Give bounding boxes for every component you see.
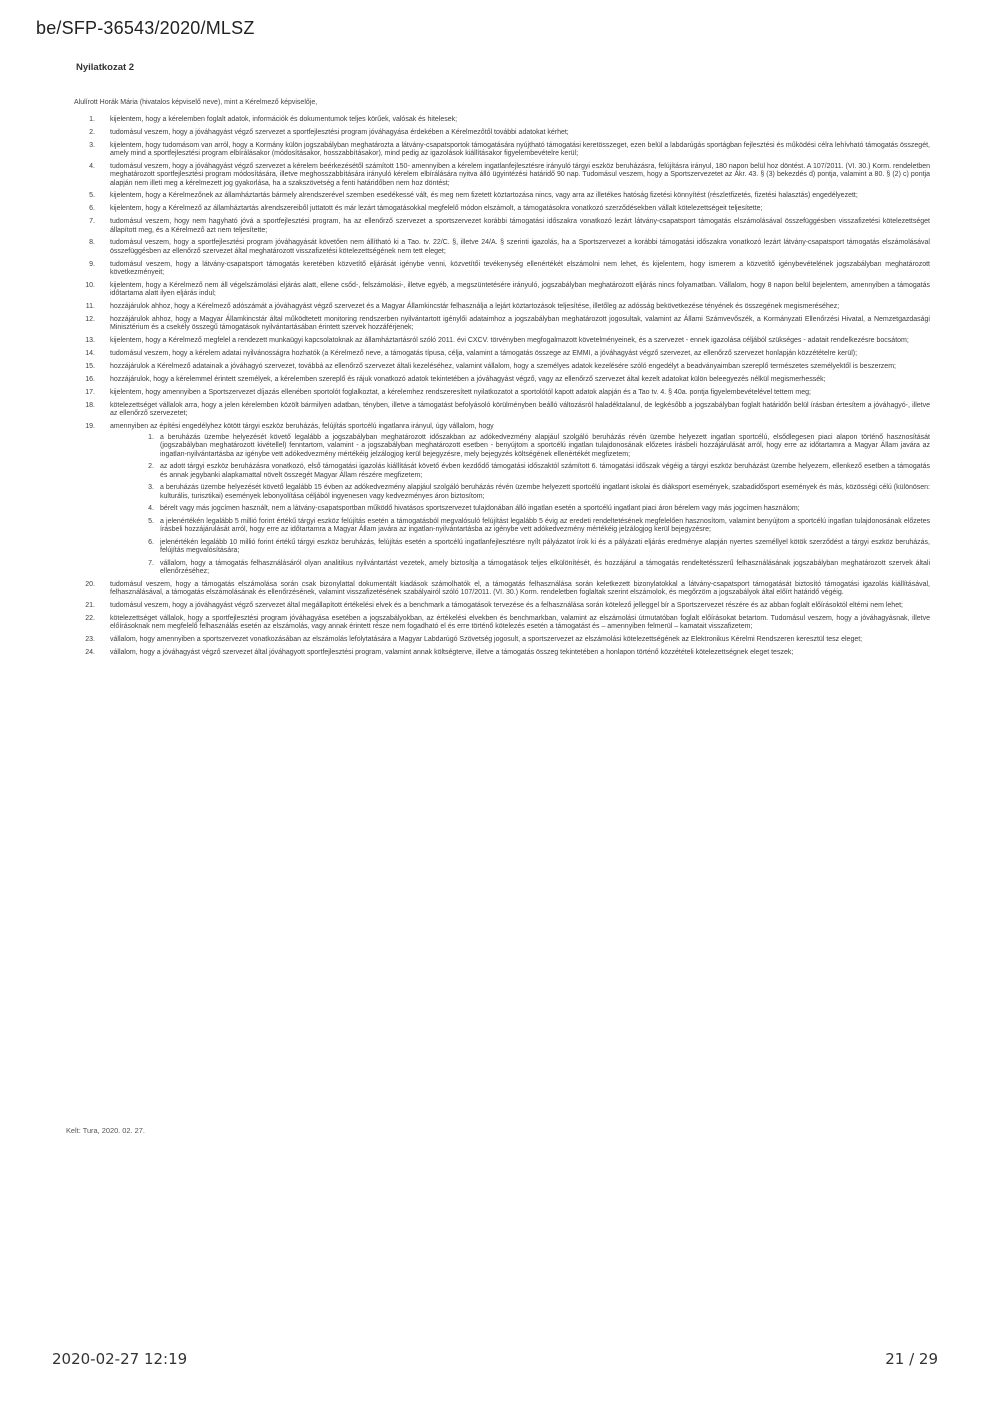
declaration-item-text: tudomásul veszem, hogy a látvány-csapatsport támogatás keretében közvetítő eljárását igénybe venni, közvetítői tevékenység ellenértékét elszámolni nem lehet, és kijelentem, hogy ismerem a közvetítő igénybevételének jogszabályban meghatározott következményeit; [110, 260, 930, 276]
declaration-item-number: 14. [85, 349, 95, 357]
declaration-subitem-number: 2. [148, 463, 154, 471]
declaration-item [74, 615, 930, 632]
declaration-item-number: 8. [89, 239, 95, 247]
declaration-item-text: kötelezettséget vállalok arra, hogy a jelen kérelemben közölt bármilyen adatban, tényben, illetve a támogatást befolyásoló körülményben beálló változásról haladéktalanul, de legkésőbb a jogszabályban foglalt határidőn belül írásban értesítem a jóváhagyó-, illetve az ellenőrző szervezetet; [110, 401, 930, 417]
declaration-item-number: 9. [89, 260, 95, 268]
declaration-item [74, 402, 930, 419]
declaration-item-number: 17. [85, 388, 95, 396]
declaration-item [74, 350, 930, 358]
declaration-item-number: 19. [85, 422, 95, 430]
declaration-subitem-number: 3. [148, 484, 154, 492]
declaration-subitem-number: 1. [148, 434, 154, 441]
declaration-item [74, 602, 930, 610]
declaration-item-text: kijelentem, hogy a Kérelmező megfelel a rendezett munkaügyi kapcsolatoknak az államháztartásról szóló 2011. évi CXCV. törvényben megfogalmazott követelményeinek, és a szervezet - ennek igazolása céljából szükséges - adatait rendelkezésre bocsátom; [110, 337, 909, 345]
declaration-subitem [140, 434, 930, 459]
declaration-item-text: hozzájárulok ahhoz, hogy a Magyar Államkincstár által működtetett monitoring rendszerben nyilvántartott igénylői adataimhoz a jogszabályban meghatározott jogosultak, valamint az Állami Számvevőszék, a Kormányzati Ellenőrzési Hivatal, a Nemzetgazdasági Minisztérium és a csekély összegű támogatások nyilvántartásában érintett szervek hozzáférjenek; [110, 315, 930, 332]
declaration-item-number: 6. [89, 205, 95, 213]
declaration-item [74, 376, 930, 384]
declaration-item-number: 4. [89, 162, 95, 170]
footer-timestamp: 2020-02-27 12:19 [52, 1350, 188, 1368]
declaration-subitem [140, 484, 930, 501]
declaration-item-number: 7. [89, 218, 95, 226]
declaration-subitem [140, 505, 930, 513]
declaration-item [74, 337, 930, 345]
place-and-date: Kelt: Tura, 2020. 02. 27. [66, 1126, 145, 1135]
declaration-item-text: kijelentem, hogy tudomásom van arról, hogy a Kormány külön jogszabályban meghatározta a látvány-csapatsportok támogatására nyújtható támogatási keretösszeget, ezen belül a labdarúgás sportágban fejlesztési és működési célra lehívható támogatás összegét, amely mind a sportfejlesztési program elbírálásakor (módosításakor, hosszabbításakor), mind pedig az igazolások kiállításakor figyelembevételre kerül; [110, 141, 930, 158]
declaration-subitem [140, 539, 930, 556]
declaration-item-text: kijelentem, hogy a Kérelmező nem áll végelszámolási eljárás alatt, ellene csőd-, felszámolási-, illetve egyéb, a megszüntetésére irányuló, jogszabályban meghatározott eljárás nincs folyamatban. Vállalom, hogy 8 napon belül bejelentem, amennyiben a támogatás időtartama alatt ilyen eljárás indul; [110, 281, 930, 298]
declaration-item-number: 22. [85, 615, 95, 623]
declaration-subitem [140, 463, 930, 480]
declaration-item [74, 129, 930, 137]
declaration-item-text: tudomásul veszem, hogy a jóváhagyást végző szervezet által megállapított értékelési elvek és a benchmark a támogatások tervezése és a felhasználása során kötelező jelleggel bír a Sportszervezet részére és az abban foglalt előírásoktól eltérni nem lehet; [110, 602, 903, 610]
declaration-item-number: 10. [85, 281, 95, 289]
declaration-item-number: 20. [85, 581, 95, 589]
declaration-list [74, 116, 930, 662]
declaration-item [74, 581, 930, 598]
sub-list [110, 434, 930, 577]
declaration-item-text: amennyiben az építési engedélyhez kötött tárgyi eszköz beruházás, felújítás sportcélú ingatlanra irányul, úgy vállalom, hogy [110, 422, 494, 430]
declaration-item [74, 239, 930, 256]
declaration-item-text: tudomásul veszem, hogy a támogatás elszámolása során csak bizonylattal dokumentált kiadások számolhatók el, a támogatás felhasználása során keletkezett bizonylatokkal a látvány-csapatsport támogatását biztosító támogatási igazolás kiállításával, felhasználásával, a támogatás elszámolásának és ellenőrzésének, valamint visszafizetésének szabályairól szóló 107/2011. (VI. 30.) Korm. rendeletben foglaltak szerint elszámolok, és megőrzöm a jogszabályok által előírt határidő végéig. [110, 581, 930, 597]
declaration-subitem-text: az adott tárgyi eszköz beruházásra vonatkozó, első támogatási igazolás kiállítását követő évben kezdődő támogatási időszaktól számított 6. támogatási időszak végéig a tárgyi eszköz beruházást üzembe helyezem, ellenkező esetben a támogatás és annak jegybanki alapkamattal növelt összegét Magyar Állam részére megfizetem; [160, 463, 930, 479]
declaration-subitem [140, 518, 930, 535]
declaration-item [74, 282, 930, 299]
declaration-item-number: 21. [85, 602, 95, 610]
declaration-subitem-text: jelenértékén legalább 10 millió forint értékű tárgyi eszköz beruházás, felújítás esetén a sportcélú ingatlanfejlesztésre nyílt pályázatot írok ki és a pályázati eljárás eredménye alapján nyertes személlyel kötök szerződést a tárgyi eszköz beruházás, felújítás megvalósítására; [160, 538, 930, 555]
declaration-item-text: tudomásul veszem, hogy nem hagyható jóvá a sportfejlesztési program, ha az ellenőrző szervezet a sportszervezet korábbi támogatási időszakra vonatkozó lezárt látvány-csapatsport támogatás elszámolásával összefüggésben visszafizetési kötelezettséget állapított meg, és a Kérelmező azt nem teljesítette; [110, 218, 930, 234]
declaration-subitem-text: a beruházás üzembe helyezését követő legalább a jogszabályban meghatározott időszakban az adókedvezmény alapjául szolgáló beruházás révén üzembe helyezett ingatlan sportcélú, elsődlegesen piaci alapon történő hasznosítását (jogszabályban meghatározott kivétellel) fenntartom, valamint - a jogszabályban meghatározott esetben - benyújtom a sportcélú ingatlan tulajdonosának előzetes írásbeli hozzájárulását arról, hogy erre az időtartamra a Magyar Állam javára az ingatlan-nyilvántartásba az igénybe vett adókedvezmény mértékéig jelzálogjog kerül bejegyzésre, mely bejegyzés költségének ellenértékét megfizetem; [160, 434, 930, 458]
declaration-item [74, 389, 930, 397]
declaration-item-text: tudomásul veszem, hogy a jóváhagyást végző szervezet a kérelem beérkezésétől számított 150- amennyiben a kérelem ingatlanfejlesztésre irányuló tárgyi eszköz beruházásra, felújításra irányul, 180 napon belül hoz döntést. A 107/2011. (VI. 30.) Korm. rendeletben meghatározott sportfejlesztési program módosítására, illetve meghosszabbítására irányuló kérelem elbírálására nyitva álló ügyintézési határidő 90 nap. Tudomásul veszem, hogy a Sportszervezetet az Ákr. 43. § (3) bekezdés d) pontja, valamint a 80. § (2) c) pontja alapján nem illeti meg a kérelmezett jog gyakorlása, ha a szakszövetség a fenti határidőben nem hoz döntést; [110, 162, 930, 187]
declaration-item-text: tudomásul veszem, hogy a jóváhagyást végző szervezet a sportfejlesztési program jóváhagyása érdekében a Kérelmezőtől további adatokat kérhet; [110, 128, 569, 136]
declaration-item [74, 363, 930, 371]
declaration-item-number: 16. [85, 375, 95, 383]
declaration-item [74, 163, 930, 188]
intro-text: Alulírott Horák Mária (hivatalos képviselő neve), mint a Kérelmező képviselője, [74, 99, 318, 106]
declaration-item [74, 649, 930, 657]
declaration-item [74, 423, 930, 577]
declaration-item-text: tudomásul veszem, hogy a kérelem adatai nyilvánosságra hozhatók (a Kérelmező neve, a támogatás típusa, célja, valamint a támogatás összege az EMMI, a jóváhagyást végző szervezet, az ellenőrző szervezet honlapján közzétételre kerül); [110, 349, 858, 357]
declaration-item-number: 23. [85, 636, 95, 644]
declaration-item-text: hozzájárulok ahhoz, hogy a Kérelmező adószámát a jóváhagyást végző szervezet és a Magyar Államkincstár felhasználja a lejárt köztartozások teljesítése, illetőleg az adósság bekövetkezése tényének és összegének megismeréséhez; [110, 302, 840, 310]
declaration-subitem-number: 5. [148, 517, 154, 525]
declaration-subitem-text: vállalom, hogy a támogatás felhasználásáról olyan analitikus nyilvántartást vezetek, amely biztosítja a támogatások teljes elkülönítését, és hozzájárul a támogatás rendeltetésszerű felhasználásának jogszabályban meghatározott szervek általi ellenőrzéséhez; [160, 559, 930, 576]
declaration-item-number: 24. [85, 649, 95, 657]
declaration-item-number: 15. [85, 362, 95, 370]
declaration-item-number: 13. [85, 337, 95, 345]
declaration-item-number: 5. [89, 192, 95, 200]
declaration-item-number: 12. [85, 315, 95, 323]
declaration-item-text: kijelentem, hogy a Kérelmező az államháztartás alrendszereiből juttatott és már lezárt támogatásokkal megfelelő módon elszámolt, a támogatásokra vonatkozó szerződésekben vállalt kötelezettségeit teljesítette; [110, 205, 763, 213]
declaration-item-text: vállalom, hogy amennyiben a sportszervezet vonatkozásában az elszámolás lefolytatására a Magyar Labdarúgó Szövetség jogosult, a sportszervezet az elszámolási kötelezettségének az Elektronikus Kérelmi Rendszeren keresztül tesz eleget; [110, 636, 863, 644]
declaration-item [74, 142, 930, 159]
declaration-subitem-text: a beruházás üzembe helyezését követő legalább 15 évben az adókedvezmény alapjául szolgáló beruházás révén üzembe helyezett sportcélú ingatlant iskolai és diáksport események, szabadidősport események és más, közösségi célú (különösen: kulturális, turisztikai) események lebonyolítása céljából ingyenesen vagy kedvezményes áron biztosítom; [160, 484, 930, 500]
declaration-item-number: 11. [85, 302, 95, 310]
declaration-subitem-text: bérelt vagy más jogcímen használt, nem a látvány-csapatsportban működő hivatásos sportszervezet tulajdonában álló ingatlan esetén a sportcélú ingatlant piaci áron bérelem vagy más jogcímen használom; [160, 505, 800, 513]
declaration-item [74, 261, 930, 278]
declaration-item [74, 636, 930, 644]
declaration-item-text: kijelentem, hogy a Kérelmezőnek az államháztartás bármely alrendszerével szemben esedékessé vált, és meg nem fizetett köztartozása nincs, vagy arra az illetékes hatóság fizetési könnyítést (részletfizetés, fizetési halasztás) engedélyezett; [110, 192, 858, 200]
declaration-item-text: hozzájárulok, hogy a kérelemmel érintett személyek, a kérelemben szereplő és rájuk vonatkozó adatok tekintetében a jóváhagyást végző, vagy az ellenőrző szervezet által kezelt adatokat külön beleegyezés nélkül megismerhessék; [110, 375, 826, 383]
declaration-item [74, 116, 930, 124]
declaration-item [74, 205, 930, 213]
document-id: be/SFP-36543/2020/MLSZ [36, 18, 255, 38]
declaration-item-number: 3. [89, 141, 95, 149]
page-title: Nyilatkozat 2 [76, 62, 135, 73]
declaration-subitem-number: 7. [148, 559, 154, 567]
declaration-item-text: kijelentem, hogy amennyiben a Sportszervezet díjazás ellenében sportolót foglalkoztat, a kérelemhez rendszeresített nyilatkozatot a sportolótól kapott adatok alapján és a Tao tv. 4. § 40a. pontja figyelembevételével tettem meg; [110, 388, 811, 396]
declaration-item [74, 316, 930, 333]
declaration-item-text: kijelentem, hogy a kérelemben foglalt adatok, információk és dokumentumok teljes körűek, valósak és hitelesek; [110, 116, 458, 123]
declaration-item-text: tudomásul veszem, hogy a sportfejlesztési program jóváhagyását követően nem állítható ki a Tao. tv. 22/C. §, illetve 24/A. § szerinti igazolás, ha a Sportszervezet a korábbi támogatási időszakra vonatkozó lezárt látvány-csapatsport támogatás elszámolásával összefüggésben az ellenőrző szervezet által meghatározott visszafizetési kötelezettségének nem tett eleget; [110, 239, 930, 255]
declaration-subitem-number: 6. [148, 538, 154, 546]
declaration-item [74, 192, 930, 200]
declaration-subitem-text: a jelenértékén legalább 5 millió forint értékű tárgyi eszköz felújítás esetén a támogatásból megvalósuló felújítást legalább 5 évig az eredeti rendeltetésének megfelelően hasznosítom, valamint benyújtom a sportcélú ingatlan tulajdonosának előzetes írásbeli hozzájárulását arról, hogy erre az időtartamra a Magyar Állam javára az ingatlan-nyilvántartásba az igénybe vett adókedvezmény mértékéig jelzálogjog kerül bejegyzésre; [160, 517, 930, 534]
declaration-item-text: hozzájárulok a Kérelmező adatainak a jóváhagyó szervezet, továbbá az ellenőrző szervezet általi kezeléséhez, valamint vállalom, hogy a személyes adatok kezelésére szóló engedélyt a beadványaimban szereplő természetes személyektől is beszerzem; [110, 362, 896, 370]
declaration-item-text: kötelezettséget vállalok, hogy a sportfejlesztési program jóváhagyása esetében a jogszabályokban, az értékelési elvekben és benchmarkban, valamint az elszámolási útmutatóban foglalt előírásokat betartom. Tudomásul veszem, hogy a jóváhagyásnak, illetve előírásoknak nem megfelelő felhasználás esetén az elszámolás, vagy annak érintett része nem fogadható el és erre történő kötelezés esetén a támogatást és – amennyiben felmerül – kamatait visszafizetem; [110, 615, 930, 631]
declaration-item-number: 1. [89, 116, 95, 123]
declaration-item-number: 18. [85, 401, 95, 409]
declaration-item [74, 303, 930, 311]
declaration-subitem [140, 560, 930, 577]
declaration-item-number: 2. [89, 128, 95, 136]
declaration-subitem-number: 4. [148, 505, 154, 513]
declaration-item-text: vállalom, hogy a jóváhagyást végző szervezet által jóváhagyott sportfejlesztési program, valamint annak költségterve, illetve a támogatás összeg tekintetében a honlapon történő közzétételi kötelezettségnek eleget teszek; [110, 649, 794, 657]
page-number: 21 / 29 [885, 1350, 938, 1368]
declaration-item [74, 218, 930, 235]
